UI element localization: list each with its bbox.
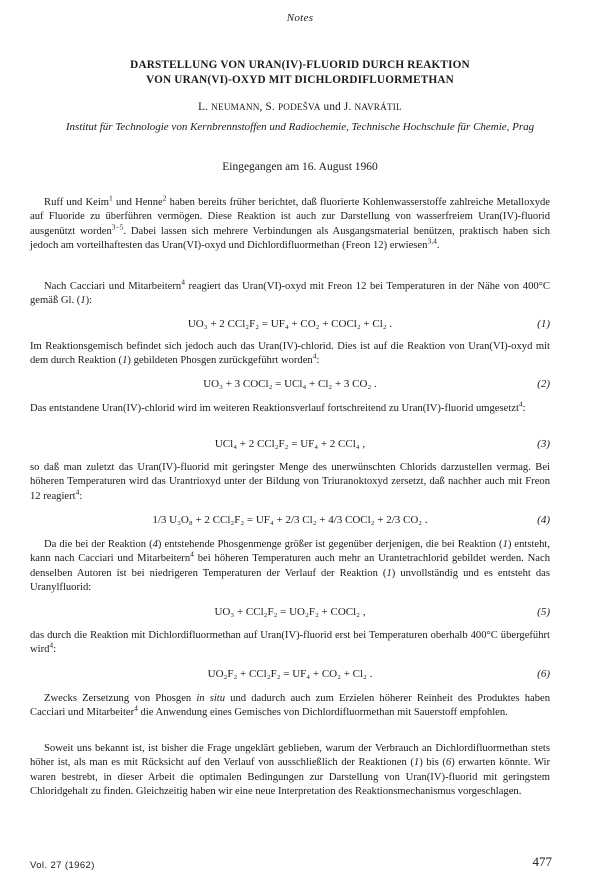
text-run: und Henne: [112, 197, 163, 208]
ref-superscript: 4: [312, 351, 317, 361]
text-run: ) bis (: [419, 757, 446, 769]
equation-number: (6): [537, 668, 550, 680]
equation-4: [30, 512, 550, 528]
author-podesva: PODEŠVA: [277, 102, 321, 112]
text-run: Da die bei der Reaktion (: [44, 539, 153, 550]
paragraph-phosgenmenge: [30, 538, 550, 596]
ref-superscript: 1: [109, 193, 113, 203]
equation-ref: 1: [413, 757, 420, 769]
paragraph-chlorid: [30, 340, 550, 369]
text-run: :: [522, 403, 526, 414]
paragraph-intro: [30, 193, 551, 254]
paragraph-umsetzung: [30, 399, 550, 416]
ref-superscript: 4: [181, 277, 185, 287]
title-line-2: VON URAN(VI)-OXYD MIT DICHLORDIFLUORMETHAN: [146, 74, 454, 86]
text-run: so daß man zuletzt das Uran(IV)-fluorid mit geringster Menge des unerwünschten Chlorids darzustellen vermag. Bei höheren Temperaturen wird das Urantrioxyd unter der Bildung von Triuranoktoxyd zersetzt, daß nachher auch mit Freon 12 reagiert: [30, 462, 550, 502]
equation-ref: 1: [122, 355, 128, 367]
equation-formula: UO₃ + 2 CCl₂F₂ = UF₄ + CO₂ + COCl₂ + Cl₂ .: [187, 318, 393, 330]
text-run: . Dabei lassen sich mehrere Verbindungen als Ausgangsmaterial benützen, praktisch haben sich jedoch am vorteilhaftesten das Uran(VI)-oxyd und Dichlordifluormethan (Freon 12) erwiesen: [30, 225, 550, 252]
equation-formula: 1/3 U₃O₈ + 2 CCl₂F₂ = UF₄ + 2/3 Cl₂ + 4/3 COCl₂ + 2/3 CO₂ .: [152, 514, 428, 526]
author-neumann: NEUMANN: [211, 102, 260, 112]
ref-superscript: 4: [518, 399, 523, 409]
equation-ref: 6: [445, 757, 452, 769]
paragraph-zersetzung: [30, 692, 550, 721]
text-run: Das entstandene Uran(IV)-chlorid wird im weiteren Reaktionsverlauf fortschreitend zu Uran(IV)-fluorid umgesetzt: [30, 403, 519, 414]
ref-superscript: 4: [49, 640, 54, 650]
text-run: ) unvollständig und es entsteht das Uranylfluorid:: [30, 567, 551, 594]
text-run: ):: [85, 295, 93, 307]
equation-number: (4): [537, 514, 550, 526]
paragraph-triuranoktoxyd: [30, 461, 550, 504]
equation-1: [30, 316, 550, 332]
equation-6: [30, 666, 550, 682]
text-run: :: [79, 490, 83, 502]
equation-number: (2): [537, 378, 550, 390]
ref-superscript: 4: [134, 703, 138, 713]
affiliation: Institut für Technologie von Kernbrennstoffen und Radiochemie, Technische Hochschule für Chemie, Prag: [65, 121, 535, 133]
ref-superscript: 3−5: [111, 222, 124, 232]
text-run: Nach Cacciari und Mitarbeitern: [44, 281, 182, 292]
author-initial: L.: [198, 101, 212, 113]
equation-number: (5): [537, 606, 550, 618]
text-run: Im Reaktionsgemisch befindet sich jedoch auch das Uran(IV)-chlorid. Dies ist auf die Reaktion von Uran(VI)-oxyd mit dem durch Reaktion (: [30, 341, 550, 367]
article-title: [40, 58, 560, 88]
equation-ref: 1: [80, 295, 86, 307]
ref-superscript: 2: [162, 193, 167, 203]
text-run: Soweit uns bekannt ist, ist bisher die Frage ungeklärt geblieben, warum der Verbrauch an Dichlordifluormethan stets höher ist, als man es mit Rücksicht auf den Verlauf von ausschließlich der Reaktionen (: [30, 743, 550, 769]
equation-number: (3): [537, 438, 550, 450]
author-separator: und J.: [320, 101, 355, 113]
equation-formula: UCl₄ + 2 CCl₂F₂ = UF₄ + 2 CCl₄ ,: [214, 438, 366, 450]
equation-formula: UO₃ + 3 COCl₂ = UCl₄ + Cl₂ + 3 CO₂ .: [203, 378, 377, 390]
equation-formula: UO₂F₂ + CCl₂F₂ = UF₄ + CO₂ + Cl₂ .: [207, 668, 373, 680]
equation-ref: 1: [386, 567, 392, 579]
text-run: ) entstehende Phosgenmenge größer ist gegenüber derjenigen, die bei Reaktion (: [157, 539, 503, 550]
ref-superscript: 4: [75, 487, 80, 497]
paragraph-soweit: [30, 742, 550, 800]
text-run: und dadurch auch zum Erzielen höherer Reinheit des Produktes haben Cacciari und Mitarbeiter: [30, 693, 550, 719]
author-list: [0, 101, 600, 113]
text-run: haben bereits früher berichtet, daß fluorierte Kohlenwasserstoffe zahlreiche Metalloxyde auf Fluoride zu überführen vermögen. Diese Reaktion ist auch zur Darstellung von wasserfreiem Uran(IV)-fluorid ausgenützt worden: [30, 197, 551, 237]
title-line-1: DARSTELLUNG VON URAN(IV)-FLUORID DURCH REAKTION: [130, 59, 470, 71]
ref-superscript: 3,4: [427, 236, 437, 246]
equation-5: [30, 604, 550, 620]
italic-term: in situ: [196, 693, 226, 704]
footer-volume: Vol. 27 (1962): [30, 860, 95, 871]
paragraph-uranylfluorid: [30, 629, 550, 658]
author-separator: , S.: [259, 101, 278, 113]
ref-superscript: 4: [190, 549, 194, 559]
text-run: Ruff und Keim: [44, 197, 110, 208]
text-run: reagiert das Uran(VI)-oxyd mit Freon 12 bei Temperaturen in der Nähe von 400°C gemäß Gl. (: [30, 281, 550, 307]
equation-ref: 1: [502, 539, 508, 550]
paragraph-cacciari: [30, 277, 550, 309]
received-date: Eingegangen am 16. August 1960: [222, 161, 378, 173]
author-navratil: NAVRÁTIL: [354, 102, 402, 112]
equation-2: [30, 376, 550, 392]
equation-formula: UO₃ + CCl₂F₂ = UO₂F₂ + COCl₂ ,: [214, 606, 366, 618]
text-run: ) erwarten könnte. Wir waren bestrebt, in dieser Arbeit die optimalen Bedingungen zur Darstellung von Uran(IV)-fluorid mit geringstem Chloridgehalt zu finden. Gleichzeitig haben wir eine neue Interpretation des Reaktionsmechanismus vorgeschlagen.: [30, 757, 551, 798]
equation-ref: 4: [152, 539, 158, 550]
text-run: ) entsteht, kann nach Cacciari und Mitarbeitern: [30, 539, 551, 565]
text-run: :: [53, 644, 57, 656]
equation-number: (1): [537, 318, 550, 330]
text-run: ) gebildeten Phosgen zurückgeführt worden: [127, 355, 313, 367]
text-run: das durch die Reaktion mit Dichlordifluormethan auf Uran(IV)-fluorid erst bei Temperaturen oberhalb 400°C übergeführt wird: [30, 630, 550, 656]
text-run: bei höheren Temperaturen auch mehr an Urantetrachlorid gebildet werden. Nach denselben Autoren ist bei niedrigeren Temperaturen der Verlauf der Reaktion (: [30, 553, 550, 579]
text-run: die Anwendung eines Gemisches von Dichlordifluormethan mit Sauerstoff empfohlen.: [137, 707, 508, 719]
text-run: :: [316, 355, 320, 367]
text-run: .: [436, 240, 440, 252]
equation-3: [30, 436, 550, 452]
running-head: Notes: [286, 12, 314, 24]
page-number: 477: [532, 854, 552, 869]
text-run: Zwecks Zersetzung von Phosgen: [44, 693, 197, 704]
